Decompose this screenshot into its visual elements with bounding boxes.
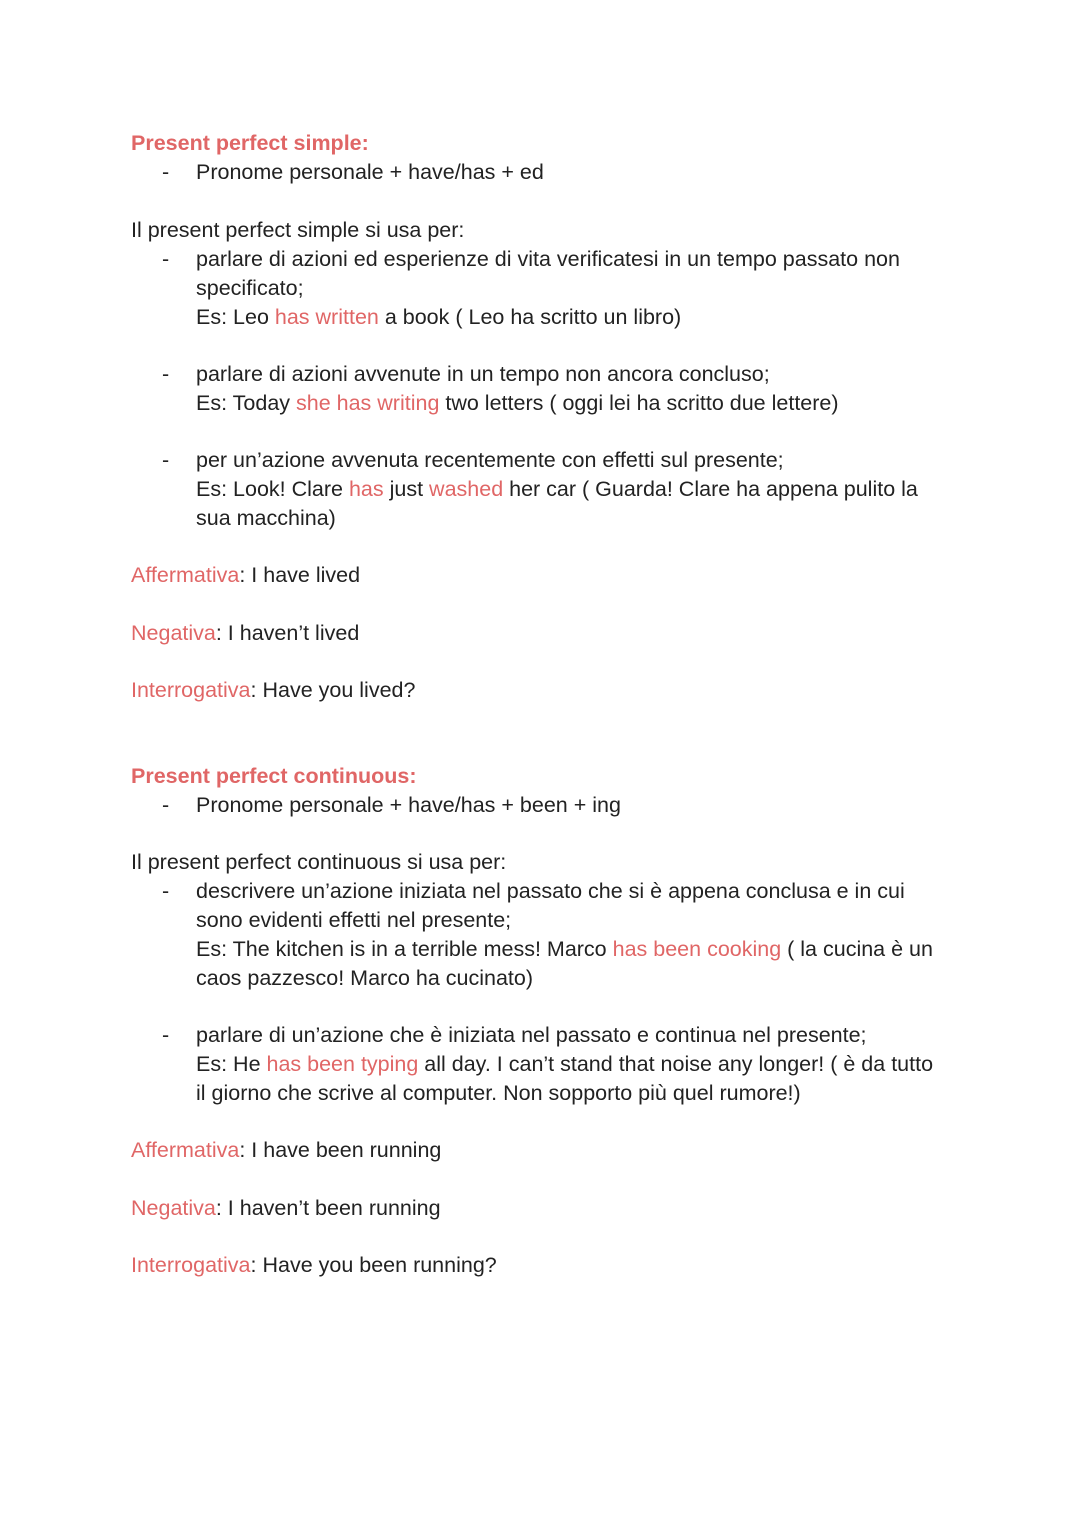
simple-use2-example — [196, 389, 839, 418]
continuous-use1-line4: caos pazzesco! Marco ha cucinato) — [196, 966, 533, 990]
example-highlight: has been typing — [266, 1052, 419, 1076]
continuous-use2-line3: il giorno che scrive al computer. Non sopporto più quel rumore!) — [196, 1081, 801, 1105]
example-text: ( la cucina è un — [781, 937, 933, 961]
simple-use1-line2: specificato; — [196, 276, 304, 300]
simple-affermativa — [131, 561, 360, 590]
simple-use1-example — [196, 303, 681, 332]
form-value: : Have you lived? — [250, 678, 416, 702]
section-heading-continuous: Present perfect continuous: — [131, 764, 417, 788]
bullet: - — [162, 1023, 170, 1047]
example-text: Es: Today — [196, 391, 296, 415]
bullet: - — [162, 879, 170, 903]
form-label: Negativa — [131, 621, 216, 645]
section-heading-simple: Present perfect simple: — [131, 131, 369, 155]
form-label: Negativa — [131, 1196, 216, 1220]
form-label: Affermativa — [131, 563, 240, 587]
form-value: : Have you been running? — [250, 1253, 497, 1277]
form-value: : I haven’t lived — [215, 621, 360, 645]
usage-intro-simple: Il present perfect simple si usa per: — [131, 218, 465, 242]
bullet: - — [162, 160, 170, 184]
example-highlight: she has writing — [296, 391, 440, 415]
continuous-use1-line1: descrivere un’azione iniziata nel passato che si è appena conclusa e in cui — [196, 879, 905, 903]
form-value: : I haven’t been running — [215, 1196, 441, 1220]
continuous-use1-line2: sono evidenti effetti nel presente; — [196, 908, 512, 932]
simple-use3-line1: per un’azione avvenuta recentemente con effetti sul presente; — [196, 448, 784, 472]
simple-use1-line1: parlare di azioni ed esperienze di vita verificatesi in un tempo passato non — [196, 247, 900, 271]
example-text: Es: The kitchen is in a terrible mess! Marco — [196, 937, 613, 961]
form-value: : I have lived — [239, 563, 361, 587]
example-text: a book ( Leo ha scritto un libro) — [378, 305, 682, 329]
continuous-interrogativa — [131, 1251, 497, 1280]
formula-continuous: Pronome personale + have/has + been + ing — [196, 793, 621, 817]
example-text: Es: Leo — [196, 305, 275, 329]
example-highlight: washed — [429, 477, 504, 501]
example-text: Es: He — [196, 1052, 267, 1076]
simple-use3-example — [196, 475, 918, 504]
example-highlight: has — [348, 477, 384, 501]
continuous-use2-line1: parlare di un’azione che è iniziata nel passato e continua nel presente; — [196, 1023, 867, 1047]
simple-negativa — [131, 619, 359, 648]
form-label: Interrogativa — [131, 1253, 251, 1277]
form-value: : I have been running — [239, 1138, 442, 1162]
formula-simple: Pronome personale + have/has + ed — [196, 160, 544, 184]
simple-use2-line1: parlare di azioni avvenute in un tempo non ancora concluso; — [196, 362, 770, 386]
bullet: - — [162, 247, 170, 271]
simple-use3-line3: sua macchina) — [196, 506, 336, 530]
bullet: - — [162, 448, 170, 472]
example-text: her car ( Guarda! Clare ha appena pulito la — [503, 477, 918, 501]
continuous-use2-example — [196, 1050, 933, 1079]
bullet: - — [162, 793, 170, 817]
form-label: Affermativa — [131, 1138, 240, 1162]
example-highlight: has written — [274, 305, 379, 329]
continuous-negativa — [131, 1194, 441, 1223]
form-label: Interrogativa — [131, 678, 251, 702]
example-text: Es: Look! Clare — [196, 477, 349, 501]
bullet: - — [162, 362, 170, 386]
usage-intro-continuous: Il present perfect continuous si usa per: — [131, 850, 507, 874]
example-text: just — [383, 477, 430, 501]
continuous-use1-example — [196, 935, 933, 964]
example-text: two letters ( oggi lei ha scritto due lettere) — [439, 391, 839, 415]
simple-interrogativa — [131, 676, 415, 705]
example-text: all day. I can’t stand that noise any longer! ( è da tutto — [418, 1052, 934, 1076]
example-highlight: has been cooking — [612, 937, 782, 961]
continuous-affermativa — [131, 1136, 441, 1165]
